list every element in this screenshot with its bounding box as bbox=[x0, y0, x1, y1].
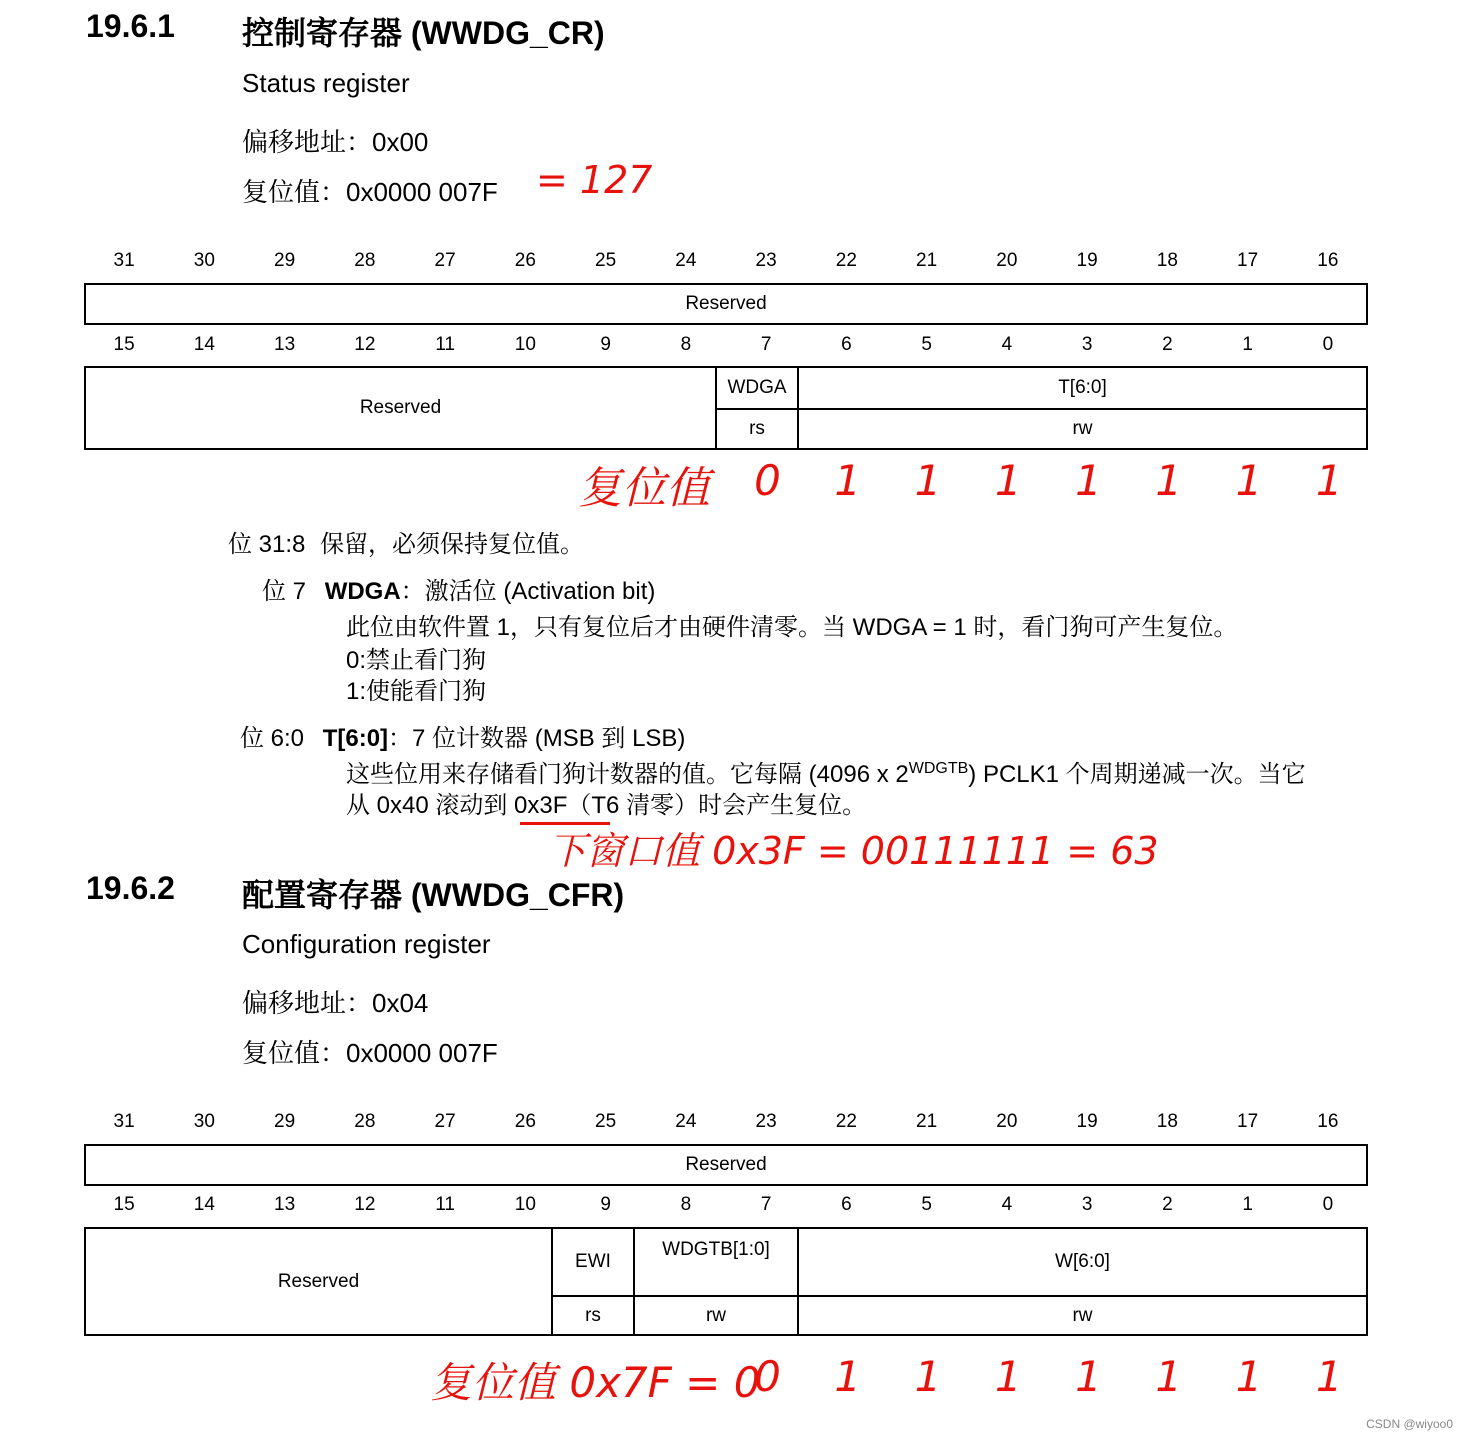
bit-number: 22 bbox=[835, 250, 857, 271]
handwritten-bit: 1 bbox=[1075, 1352, 1102, 1401]
bit-number: 5 bbox=[921, 334, 932, 355]
bit-number: 11 bbox=[435, 1194, 455, 1215]
bit-number: 12 bbox=[354, 1194, 376, 1215]
bit-number: 28 bbox=[354, 250, 376, 271]
bit-number: 23 bbox=[755, 1111, 777, 1132]
bit-name: T[6:0] bbox=[322, 725, 389, 752]
bit-number: 20 bbox=[996, 1111, 1018, 1132]
bit-number: 7 bbox=[760, 334, 772, 355]
bit-number: 9 bbox=[600, 334, 611, 355]
handwritten-reset-note: 复位值 0x7F = 0 bbox=[430, 1358, 761, 1407]
register-lower-row bbox=[84, 366, 1368, 450]
superscript: WDGTB bbox=[908, 760, 969, 777]
bit-title: ：激活位 (Activation bit) bbox=[400, 578, 656, 605]
bit-number: 9 bbox=[600, 1194, 611, 1215]
bit-number: 24 bbox=[675, 250, 697, 271]
bit-desc-7-heading bbox=[262, 571, 655, 606]
handwritten-bit: 0 bbox=[754, 456, 781, 505]
bit-number: 5 bbox=[921, 1194, 932, 1215]
bit-number: 10 bbox=[514, 334, 536, 355]
bit-number: 19 bbox=[1076, 1111, 1098, 1132]
reserved-field: Reserved bbox=[359, 397, 442, 418]
handwritten-bit: 1 bbox=[994, 1352, 1022, 1401]
bit-number: 15 bbox=[113, 1194, 135, 1215]
handwritten-bit: 1 bbox=[1315, 456, 1343, 505]
bit-number: 3 bbox=[1081, 1194, 1093, 1215]
handwritten-bit: 1 bbox=[914, 456, 942, 505]
bit-number: 4 bbox=[1001, 1194, 1013, 1215]
bit-number: 26 bbox=[514, 1111, 536, 1132]
handwritten-reset-decimal: = 127 bbox=[536, 158, 653, 202]
bit-title: ：7 位计数器 (MSB 到 LSB) bbox=[388, 725, 686, 752]
bit-desc-6-0-heading bbox=[240, 718, 685, 753]
bit-number: 31 bbox=[113, 250, 135, 271]
bit-number: 3 bbox=[1081, 334, 1093, 355]
section-number: 19.6.2 bbox=[86, 870, 175, 906]
bit-number: 21 bbox=[916, 250, 938, 271]
offset-address: 偏移地址：0x04 bbox=[242, 988, 429, 1018]
bit-desc-31-8 bbox=[228, 524, 584, 559]
reserved-field: Reserved bbox=[685, 1154, 767, 1175]
handwritten-bit: 1 bbox=[1235, 1352, 1263, 1401]
bit-number: 26 bbox=[514, 250, 536, 271]
bit-label: 位 7 bbox=[262, 578, 307, 605]
bit-number: 30 bbox=[193, 250, 215, 271]
register-subtitle: Configuration register bbox=[242, 929, 491, 959]
bit-number: 6 bbox=[841, 334, 852, 355]
bit-label: 位 6:0 bbox=[240, 725, 305, 752]
handwritten-bit: 1 bbox=[1075, 456, 1102, 505]
bit-number: 24 bbox=[675, 1111, 697, 1132]
bit-number: 14 bbox=[193, 334, 215, 355]
bit-number: 17 bbox=[1237, 250, 1259, 271]
bit-label: 位 31:8 bbox=[228, 531, 306, 558]
handwritten-reset-label: 复位值 bbox=[578, 463, 710, 514]
bit-number: 16 bbox=[1317, 1111, 1339, 1132]
ewi-field: EWI bbox=[551, 1229, 633, 1295]
bit-number: 8 bbox=[680, 334, 692, 355]
reset-value: 复位值：0x0000 007F bbox=[242, 1038, 498, 1068]
bit-number: 21 bbox=[916, 1111, 938, 1132]
bit-number: 4 bbox=[1001, 334, 1013, 355]
bit-number: 12 bbox=[354, 334, 376, 355]
bit-number: 22 bbox=[835, 1111, 857, 1132]
bit-number: 28 bbox=[354, 1111, 376, 1132]
handwritten-bit: 0 bbox=[754, 1352, 781, 1401]
bit-number: 1 bbox=[1242, 1194, 1253, 1215]
bit-number: 25 bbox=[595, 250, 617, 271]
w-access: rw bbox=[797, 1295, 1366, 1334]
bit-number: 20 bbox=[996, 250, 1018, 271]
w-field: W[6:0] bbox=[797, 1229, 1366, 1295]
bit-number: 25 bbox=[595, 1111, 617, 1132]
wdgtb-access: rw bbox=[633, 1295, 797, 1334]
bit-number: 30 bbox=[193, 1111, 215, 1132]
handwritten-bit: 1 bbox=[914, 1352, 942, 1401]
bit-number: 15 bbox=[113, 334, 135, 355]
bit-number: 1 bbox=[1242, 334, 1253, 355]
bit-number: 8 bbox=[680, 1194, 692, 1215]
t-access: rw bbox=[797, 408, 1366, 448]
handwritten-stroke bbox=[520, 822, 610, 825]
bit-number: 17 bbox=[1237, 1111, 1259, 1132]
bit-number: 27 bbox=[434, 1111, 456, 1132]
bit-name: WDGA bbox=[324, 578, 401, 605]
bit-number: 19 bbox=[1076, 250, 1098, 271]
bit-desc-line: 此位由软件置 1，只有复位后才由硬件清零。当 WDGA = 1 时，看门狗可产生复位。 bbox=[346, 614, 1238, 641]
wdgtb-field: WDGTB[1:0] bbox=[633, 1229, 797, 1295]
offset-address: 偏移地址：0x00 bbox=[242, 127, 429, 157]
bit-desc-line bbox=[346, 754, 1306, 789]
bit-number: 13 bbox=[274, 1194, 296, 1215]
register-upper-row bbox=[84, 283, 1368, 325]
reserved-field: Reserved bbox=[277, 1270, 360, 1292]
bit-number: 29 bbox=[274, 1111, 296, 1132]
handwritten-window-note: 下窗口值 0x3F = 00111111 = 63 bbox=[548, 829, 1159, 873]
bit-desc-line: 1:使能看门狗 bbox=[346, 678, 487, 705]
bit-number: 23 bbox=[755, 250, 777, 271]
footer-watermark: CSDN @wiyoo0 bbox=[1366, 1417, 1453, 1431]
register-subtitle: Status register bbox=[242, 68, 410, 98]
bit-number: 7 bbox=[760, 1194, 772, 1215]
bit-number: 13 bbox=[274, 334, 296, 355]
bit-number: 6 bbox=[841, 1194, 852, 1215]
register-upper-row bbox=[84, 1144, 1368, 1186]
handwritten-bit: 1 bbox=[1315, 1352, 1343, 1401]
bit-number: 18 bbox=[1156, 250, 1178, 271]
desc-text: ) PCLK1 个周期递减一次。当它 bbox=[968, 761, 1306, 788]
bit-number: 0 bbox=[1322, 334, 1334, 355]
bit-number: 11 bbox=[435, 334, 455, 355]
section-title: 配置寄存器 (WWDG_CFR) bbox=[242, 877, 625, 913]
handwritten-bit: 1 bbox=[1155, 1352, 1183, 1401]
t-field: T[6:0] bbox=[797, 368, 1366, 408]
bit-desc-line: 0:禁止看门狗 bbox=[346, 647, 487, 674]
section-title: 控制寄存器 (WWDG_CR) bbox=[242, 15, 605, 51]
bit-number: 16 bbox=[1317, 250, 1339, 271]
handwritten-bit: 1 bbox=[834, 1352, 862, 1401]
handwritten-bit: 1 bbox=[1235, 456, 1263, 505]
bit-text: 保留，必须保持复位值。 bbox=[320, 531, 585, 558]
bit-number: 18 bbox=[1156, 1111, 1178, 1132]
bit-number: 10 bbox=[514, 1194, 536, 1215]
wdga-field: WDGA bbox=[715, 368, 797, 408]
section-number: 19.6.1 bbox=[86, 8, 175, 44]
handwritten-bit: 1 bbox=[834, 456, 862, 505]
reset-value: 复位值：0x0000 007F bbox=[242, 177, 498, 207]
ewi-access: rs bbox=[551, 1295, 633, 1334]
bit-number: 2 bbox=[1162, 1194, 1173, 1215]
handwritten-bit: 1 bbox=[1155, 456, 1183, 505]
bit-number: 31 bbox=[113, 1111, 135, 1132]
bit-number: 29 bbox=[274, 250, 296, 271]
bit-desc-line: 从 0x40 滚动到 0x3F（T6 清零）时会产生复位。 bbox=[346, 792, 867, 819]
reserved-field: Reserved bbox=[685, 293, 767, 314]
bit-number: 27 bbox=[434, 250, 456, 271]
handwritten-bit: 1 bbox=[994, 456, 1022, 505]
bit-number: 0 bbox=[1322, 1194, 1334, 1215]
register-lower-row bbox=[84, 1227, 1368, 1336]
bit-number: 2 bbox=[1162, 334, 1173, 355]
wdga-access: rs bbox=[715, 408, 797, 448]
desc-text: 这些位用来存储看门狗计数器的值。它每隔 (4096 x 2 bbox=[346, 761, 909, 788]
bit-number: 14 bbox=[193, 1194, 215, 1215]
